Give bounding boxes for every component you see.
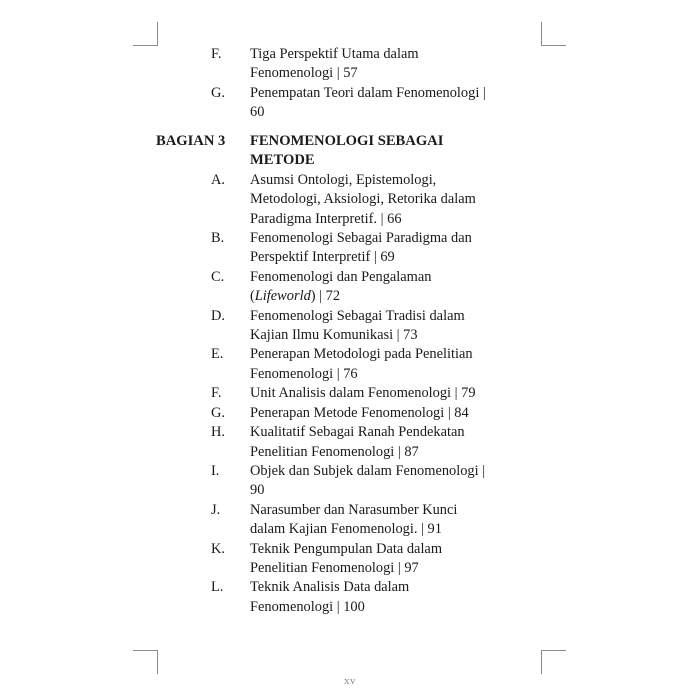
toc-entry (0, 307, 700, 346)
toc-entry-title: Narasumber dan Narasumber Kunci dalam Kajian Fenomenologi. | 91 (250, 501, 458, 538)
toc-entry-letter: B. (211, 230, 225, 247)
crop-mark-bottom-left-v (157, 650, 158, 674)
italic-open: ( (250, 288, 255, 305)
toc-entry-title: Fenomenologi dan Pengalaman (250, 268, 432, 285)
toc-entry-letter: G. (211, 404, 225, 421)
toc-entry (0, 84, 700, 123)
page-number: xv (344, 675, 356, 687)
toc-entry-letter: F. (211, 385, 222, 402)
toc-entry-letter: J. (211, 501, 221, 518)
italic-term: Lifeworld (254, 288, 311, 305)
part-heading (0, 132, 700, 171)
toc-entry (0, 268, 700, 307)
toc-entry (0, 384, 700, 403)
toc-entry (0, 171, 700, 229)
toc-entry (0, 404, 700, 423)
toc-entry (0, 345, 700, 384)
toc-entry-title: Penerapan Metode Fenomenologi | 84 (250, 404, 469, 421)
toc-entry (0, 578, 700, 617)
toc-entry-letter: K. (211, 540, 225, 557)
crop-mark-bottom-right-h (542, 650, 566, 651)
crop-mark-bottom-right-v (541, 650, 542, 674)
toc-entry-title: Asumsi Ontologi, Epistemologi, Metodologi, Aksiologi, Retorika dalam Paradigma Interpretif. | 66 (250, 171, 476, 227)
toc-entry-title: Penempatan Teori dalam Fenomenologi | 60 (250, 84, 486, 121)
table-of-contents (0, 45, 700, 617)
toc-entry-title: Tiga Perspektif Utama dalam Fenomenologi | 57 (250, 46, 419, 82)
toc-entry-letter: A. (211, 171, 225, 188)
toc-entry-letter: H. (211, 424, 225, 441)
toc-entry (0, 501, 700, 540)
toc-entry-title-with-italic (250, 268, 490, 307)
crop-mark-top-left-v (157, 22, 158, 46)
toc-entry-title: Unit Analisis dalam Fenomenologi | 79 (250, 385, 476, 402)
part-title: FENOMENOLOGI SEBAGAI METODE (250, 132, 444, 169)
toc-entry-letter: G. (211, 84, 225, 101)
toc-entry-letter: L. (211, 579, 224, 596)
toc-entry-title: Fenomenologi Sebagai Tradisi dalam Kajian Ilmu Komunikasi | 73 (250, 307, 465, 344)
toc-entry-title: Kualitatif Sebagai Ranah Pendekatan Penelitian Fenomenologi | 87 (250, 424, 465, 460)
toc-entry (0, 423, 700, 462)
toc-entry (0, 45, 700, 84)
crop-mark-bottom-left-h (133, 650, 157, 651)
toc-entry-title: Teknik Pengumpulan Data dalam Penelitian Fenomenologi | 97 (250, 540, 443, 576)
toc-entry-title: Fenomenologi Sebagai Paradigma dan Perspektif Interpretif | 69 (250, 230, 472, 266)
toc-entry-title: Penerapan Metodologi pada Penelitian Fenomenologi | 76 (250, 346, 473, 382)
toc-entry-letter: F. (211, 46, 222, 62)
part-number: BAGIAN 3 (156, 132, 226, 149)
toc-entry-letter: I. (211, 462, 220, 479)
toc-entry (0, 229, 700, 268)
toc-entry-letter: E. (211, 346, 224, 363)
crop-mark-top-right-v (541, 22, 542, 46)
italic-close-page: ) | 72 (310, 288, 341, 305)
toc-entry-letter: C. (211, 268, 225, 285)
toc-entry (0, 540, 700, 579)
toc-entry (0, 462, 700, 501)
toc-entry-letter: D. (211, 307, 225, 324)
toc-entry-title: Teknik Analisis Data dalam Fenomenologi | 100 (250, 579, 410, 615)
toc-entry-title: Objek dan Subjek dalam Fenomenologi | 90 (250, 462, 486, 499)
